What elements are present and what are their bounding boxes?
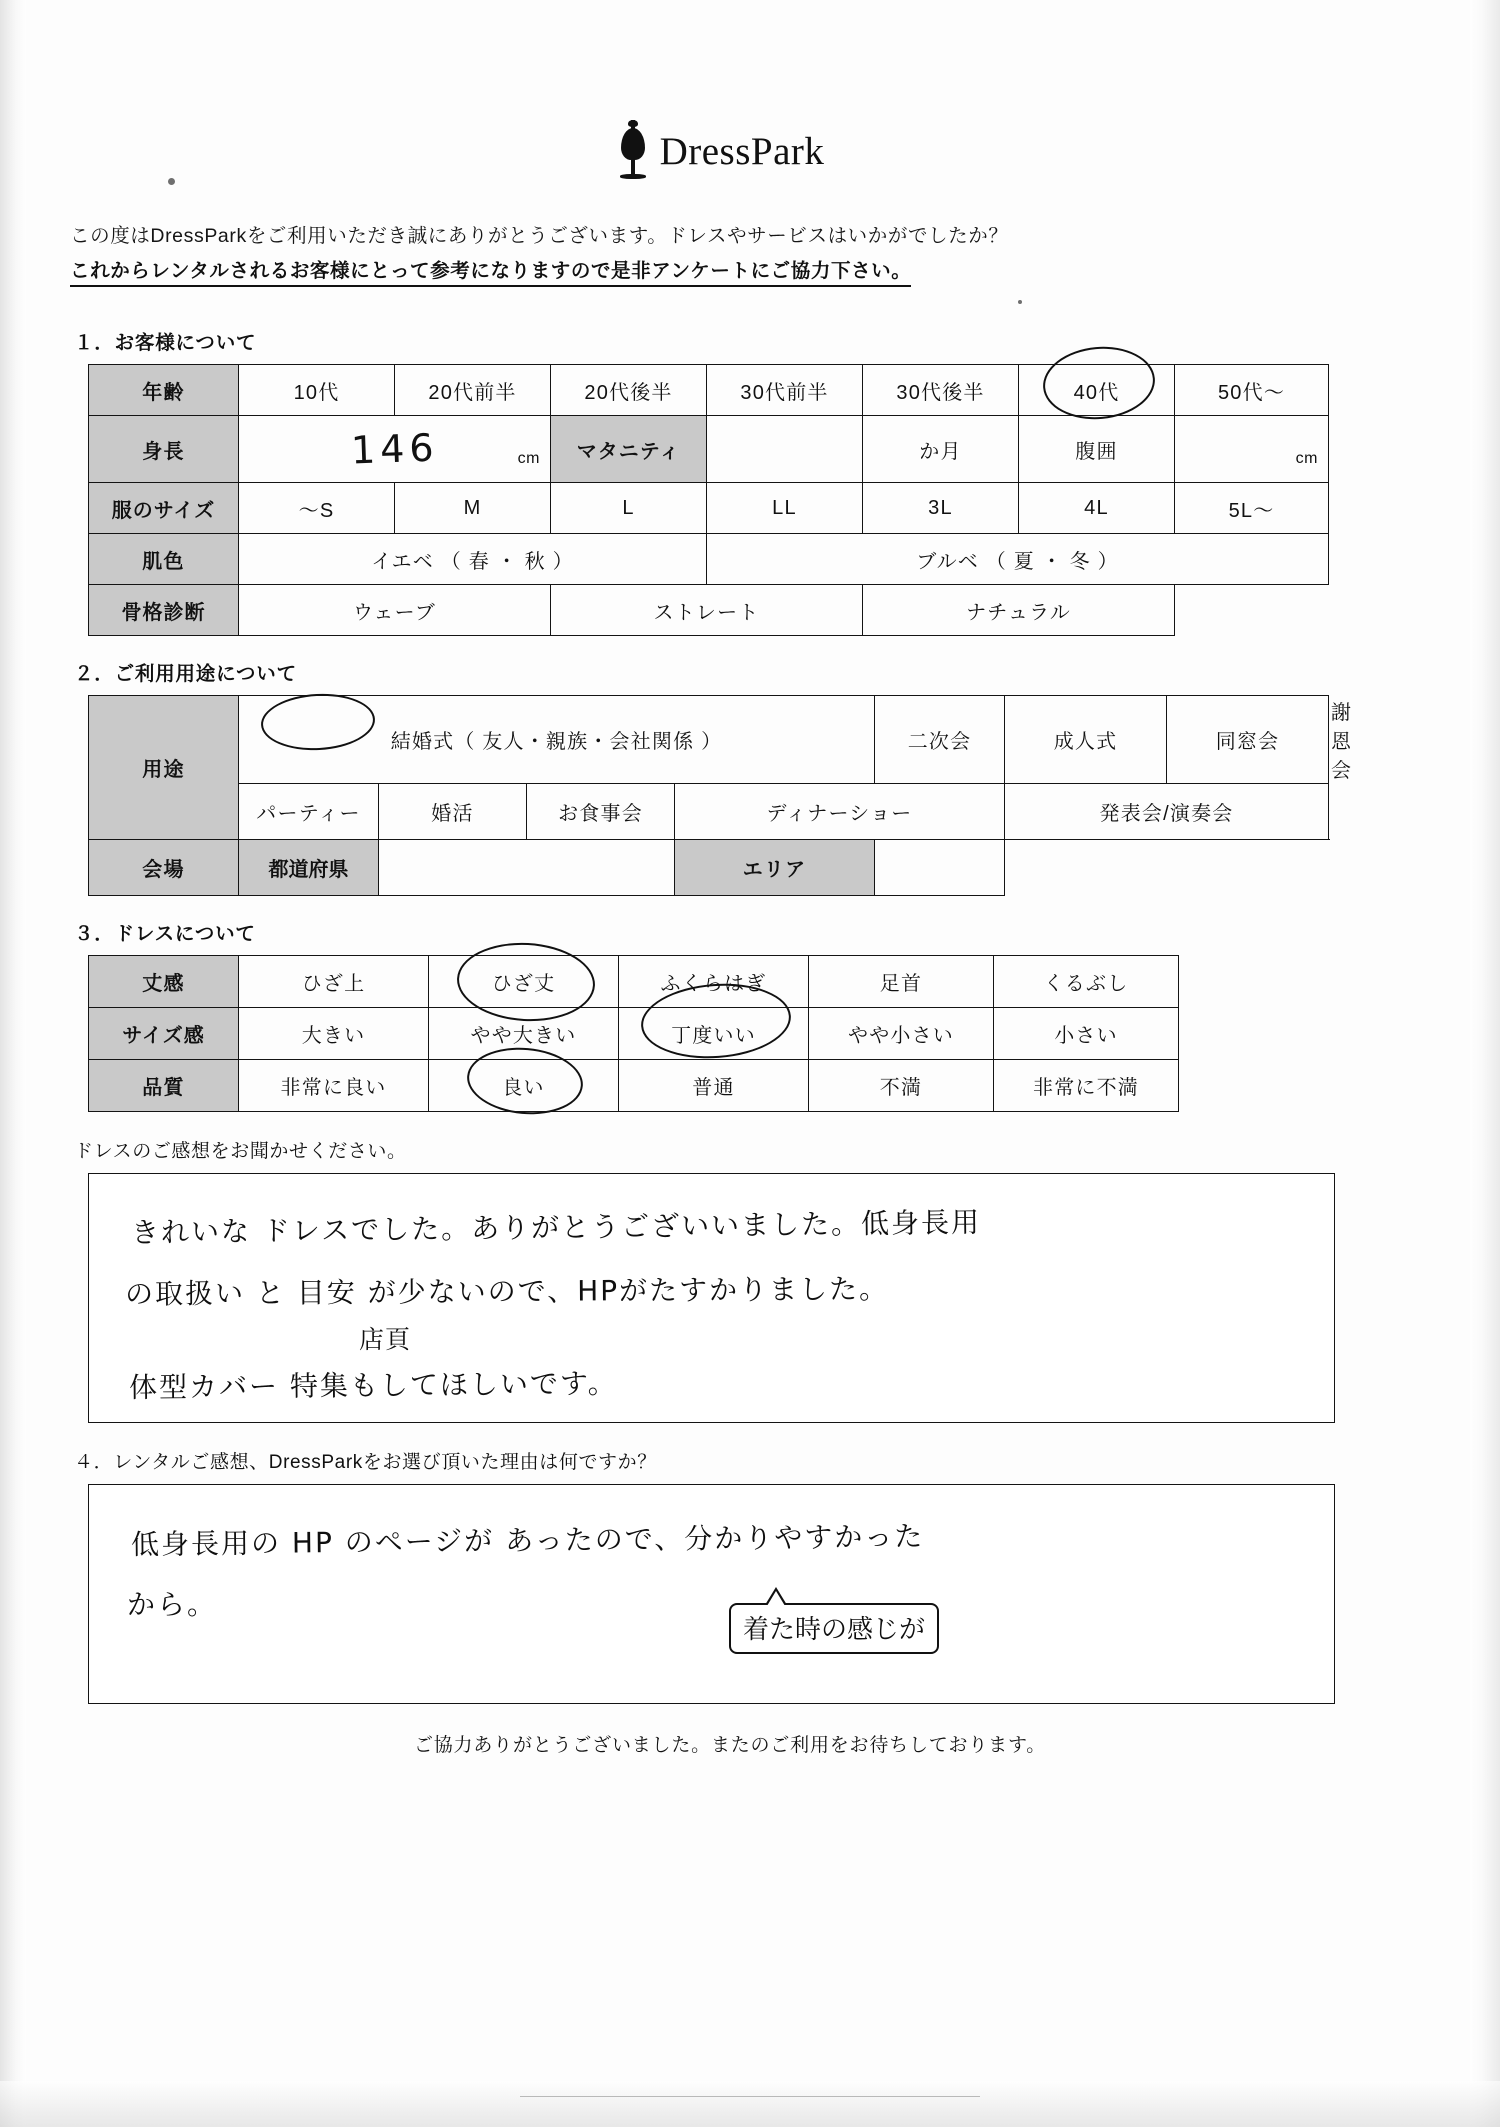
age-option-40s-label: 40代	[1073, 381, 1120, 404]
impression-handwriting-line-1: きれいな ドレスでした。ありがとうございいました。低身長用	[130, 1205, 982, 1250]
handwritten-circle	[260, 691, 377, 753]
reason-handwriting-line-1: 低身長用の HP のページが あったので、分かりやすかった	[130, 1519, 925, 1562]
body-type-option-wave[interactable]: ウェーブ	[239, 585, 551, 636]
clothes-size-label: 服のサイズ	[89, 483, 239, 534]
quality-row	[89, 1060, 1179, 1112]
skin-tone-option-blue[interactable]: ブルベ （ 夏 ・ 冬 ）	[707, 534, 1329, 585]
quality-option-good[interactable]	[429, 1060, 619, 1112]
maternity-label[interactable]: マタニティ	[551, 416, 707, 483]
reason-handwriting-line-2: から。	[127, 1588, 218, 1621]
size-feel-label: サイズ感	[89, 1008, 239, 1060]
reason-callout-bubble: 着た時の感じが	[729, 1603, 939, 1654]
usage-option-konkatsu[interactable]: 婚活	[379, 784, 527, 840]
length-option-ankle[interactable]: 足首	[809, 956, 994, 1008]
size-option-m[interactable]: M	[395, 483, 551, 534]
impression-handwriting-line-2: の取扱い と 目安 が少ないので、HPがたすかりました。	[124, 1272, 890, 1311]
quality-option-very-dissatisfied[interactable]: 非常に不満	[994, 1060, 1179, 1112]
body-type-row	[89, 585, 1329, 636]
usage-option-reunion[interactable]: 同窓会	[1167, 696, 1329, 784]
dress-table	[88, 955, 1179, 1112]
intro-line-2: これからレンタルされるお客様にとって参考になりますので是非アンケートにご協力下さい。	[70, 255, 911, 287]
scan-edge-left	[0, 0, 26, 2127]
venue-empty-1	[1005, 840, 1167, 896]
maternity-months-label-cell: か月	[863, 416, 1019, 483]
scan-edge-bottom	[0, 2081, 1500, 2127]
document-content	[70, 120, 1390, 1757]
size-option-5l[interactable]: 5L〜	[1175, 483, 1329, 534]
age-option-30s-early[interactable]: 30代前半	[707, 365, 863, 416]
usage-option-wedding-label: 結婚式（ 友人・親族・会社関係 ）	[390, 731, 723, 753]
length-option-knee-label: ひざ丈	[491, 973, 556, 995]
size-option-4l[interactable]: 4L	[1019, 483, 1175, 534]
venue-prefecture-input[interactable]	[379, 840, 675, 896]
size-feel-row	[89, 1008, 1179, 1060]
belly-label-cell: 腹囲	[1019, 416, 1175, 483]
venue-prefecture-label: 都道府県	[239, 840, 379, 896]
maternity-months-blank[interactable]	[707, 416, 863, 483]
brand-name: DressPark	[659, 129, 825, 173]
age-label: 年齢	[89, 365, 239, 416]
size-feel-option-small[interactable]: 小さい	[994, 1008, 1179, 1060]
usage-row-2	[89, 784, 1329, 840]
size-option-3l[interactable]: 3L	[863, 483, 1019, 534]
length-row	[89, 956, 1179, 1008]
size-option-l[interactable]: L	[551, 483, 707, 534]
body-type-option-natural[interactable]: ナチュラル	[863, 585, 1175, 636]
usage-option-coming-of-age[interactable]: 成人式	[1005, 696, 1167, 784]
closing-message: ご協力ありがとうございました。またのご利用をお待ちしております。	[413, 1735, 1047, 1756]
venue-row	[89, 840, 1329, 896]
venue-empty-2	[1167, 840, 1329, 896]
venue-area-input[interactable]	[875, 840, 1005, 896]
dress-form-icon	[616, 120, 650, 182]
skin-tone-row	[89, 534, 1329, 585]
usage-option-recital[interactable]: 発表会/演奏会	[1005, 784, 1329, 840]
clothes-size-row	[89, 483, 1329, 534]
usage-option-party[interactable]: パーティー	[239, 784, 379, 840]
quality-option-very-good[interactable]: 非常に良い	[239, 1060, 429, 1112]
length-label: 丈感	[89, 956, 239, 1008]
age-option-30s-late[interactable]: 30代後半	[863, 365, 1019, 416]
usage-option-dinner-show[interactable]: ディナーショー	[675, 784, 1005, 840]
height-handwritten-value: 146	[349, 425, 440, 473]
impression-answer-box[interactable]	[88, 1173, 1335, 1423]
usage-option-wedding[interactable]	[239, 696, 875, 784]
body-type-empty	[1175, 585, 1329, 636]
size-feel-option-just-right[interactable]	[619, 1008, 809, 1060]
size-option-ll[interactable]: LL	[707, 483, 863, 534]
impression-question: ドレスのご感想をお聞かせください。	[74, 1141, 407, 1162]
belly-unit: cm	[1295, 450, 1318, 467]
length-option-knee[interactable]	[429, 956, 619, 1008]
length-option-above-knee[interactable]: ひざ上	[239, 956, 429, 1008]
age-option-50s[interactable]: 50代〜	[1175, 365, 1329, 416]
skin-tone-label: 肌色	[89, 534, 239, 585]
age-row	[89, 365, 1329, 416]
body-type-label: 骨格診断	[89, 585, 239, 636]
age-option-20s-early[interactable]: 20代前半	[395, 365, 551, 416]
usage-table	[88, 695, 1353, 896]
scan-edge-right	[1470, 0, 1500, 2127]
impression-handwriting-correction: 店頁	[359, 1325, 412, 1354]
age-option-40s[interactable]	[1019, 365, 1175, 416]
section-2-title: ２．ご利用用途について	[74, 663, 297, 685]
height-row	[89, 416, 1329, 483]
page-bottom-rule	[520, 2096, 980, 2097]
brand-logo	[50, 120, 1390, 182]
size-option-s[interactable]: 〜S	[239, 483, 395, 534]
skin-tone-option-yellow[interactable]: イエベ （ 春 ・ 秋 ）	[239, 534, 707, 585]
quality-option-good-label: 良い	[502, 1077, 545, 1099]
quality-option-dissatisfied[interactable]: 不満	[809, 1060, 994, 1112]
reason-answer-box[interactable]	[88, 1484, 1335, 1704]
age-option-10s[interactable]: 10代	[239, 365, 395, 416]
size-feel-option-big[interactable]: 大きい	[239, 1008, 429, 1060]
intro-line-1: この度はDressParkをご利用いただき誠にありがとうございます。ドレスやサービスはいかがでしたか？	[70, 225, 1009, 247]
height-label: 身長	[89, 416, 239, 483]
usage-row-1: 用途 結婚式（ 友人・親族・会社関係 ） 二次会 成人式 同窓会 謝恩会	[89, 696, 1329, 784]
section-1-title: １．お客様について	[74, 332, 257, 354]
question-4-title: ４．レンタルご感想、DressParkをお選び頂いた理由は何ですか？	[74, 1452, 657, 1473]
usage-option-dining[interactable]: お食事会	[527, 784, 675, 840]
venue-area-label: エリア	[675, 840, 875, 896]
quality-option-normal[interactable]: 普通	[619, 1060, 809, 1112]
belly-value-cell[interactable]	[1175, 416, 1329, 483]
size-feel-option-just-right-label: 丁度いい	[671, 1025, 756, 1047]
impression-handwriting-line-3: 体型カバー 特集もしてほしいです。	[128, 1366, 618, 1405]
customer-table	[88, 364, 1329, 636]
usage-option-afterparty[interactable]: 二次会	[875, 696, 1005, 784]
length-option-anklebone[interactable]: くるぶし	[994, 956, 1179, 1008]
height-unit: cm	[517, 450, 540, 467]
usage-label: 用途	[89, 696, 239, 840]
age-option-20s-late[interactable]: 20代後半	[551, 365, 707, 416]
quality-label: 品質	[89, 1060, 239, 1112]
height-value-cell[interactable]	[239, 416, 551, 483]
length-option-calf[interactable]: ふくらはぎ	[619, 956, 809, 1008]
size-feel-option-slightly-small[interactable]: やや小さい	[809, 1008, 994, 1060]
body-type-option-straight[interactable]: ストレート	[551, 585, 863, 636]
size-feel-option-slightly-big[interactable]: やや大きい	[429, 1008, 619, 1060]
venue-label: 会場	[89, 840, 239, 896]
section-3-title: ３．ドレスについて	[74, 923, 256, 945]
